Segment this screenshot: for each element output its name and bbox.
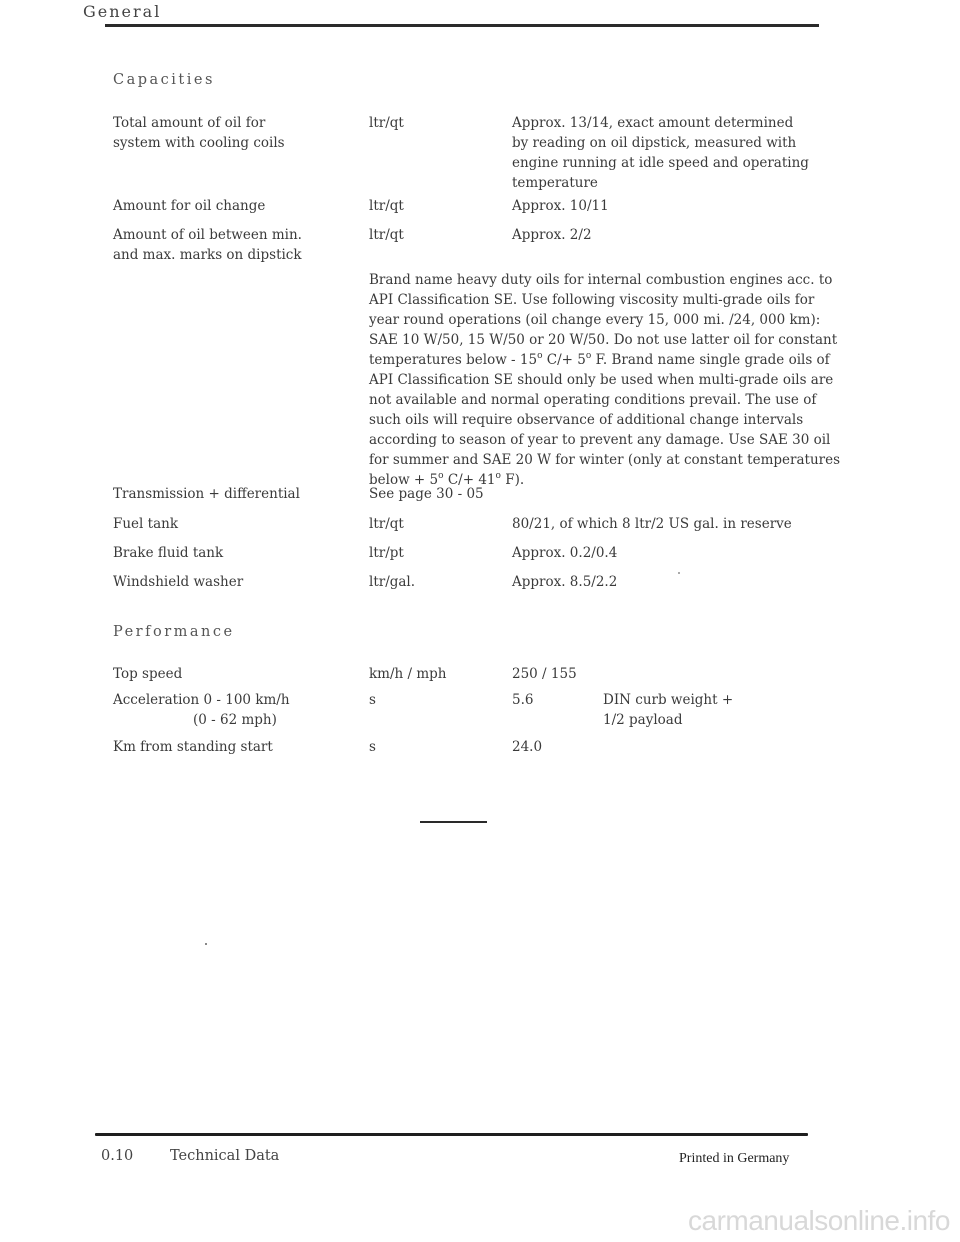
washer-unit: ltr/gal. <box>369 574 416 590</box>
km-standing-unit: s <box>369 739 376 755</box>
oil-change-value: Approx. 10/11 <box>512 198 609 214</box>
acceleration-note-line: DIN curb weight + <box>603 692 734 708</box>
acceleration-label-line: Acceleration 0 - 100 km/h <box>113 692 290 708</box>
total-oil-value-line: temperature <box>512 175 598 191</box>
total-oil-label <box>113 113 285 153</box>
total-oil-value <box>512 113 809 193</box>
total-oil-value-line: Approx. 13/14, exact amount determined <box>512 115 794 131</box>
oil-note-text: F. Brand name single grade oils of API Classification SE should only be used when multi-grade oils are not available and normal operating conditions prevail. The use of such oils will require observance of additional change intervals according to season of year to prevent any damage. Use SAE 30 oil for summer and SAE 20 W for winter (only at constant temperatures below + 5 <box>369 352 841 488</box>
degree-symbol: o <box>585 351 592 361</box>
capacities-heading: Capacities <box>113 72 215 88</box>
acceleration-note <box>603 690 733 730</box>
fuel-tank-unit: ltr/qt <box>369 516 404 532</box>
acceleration-unit: s <box>369 692 376 708</box>
transmission-reference: See page 30 - 05 <box>369 486 484 502</box>
min-max-label <box>113 225 302 265</box>
oil-note-text: F). <box>500 472 525 488</box>
brake-fluid-value: Approx. 0.2/0.4 <box>512 545 618 561</box>
top-speed-label: Top speed <box>113 666 183 682</box>
total-oil-label-line: Total amount of oil for <box>113 115 266 131</box>
km-standing-value: 24.0 <box>512 739 543 755</box>
min-max-value: Approx. 2/2 <box>512 227 592 243</box>
watermark: carmanualsonline.info <box>688 1205 950 1236</box>
header-rule <box>105 24 819 27</box>
km-standing-label: Km from standing start <box>113 739 273 755</box>
oil-note-text: C/+ 5 <box>542 352 586 368</box>
oil-note-text: C/+ 41 <box>443 472 496 488</box>
scan-speck <box>205 943 207 945</box>
total-oil-value-line: engine running at idle speed and operating <box>512 155 809 171</box>
footer-rule <box>95 1133 808 1136</box>
fuel-tank-value: 80/21, of which 8 ltr/2 US gal. in reserve <box>512 516 792 532</box>
brake-fluid-unit: ltr/pt <box>369 545 404 561</box>
top-speed-value: 250 / 155 <box>512 666 577 682</box>
acceleration-label-line: (0 - 62 mph) <box>193 712 277 728</box>
top-speed-unit: km/h / mph <box>369 666 447 682</box>
page-header-title: General <box>83 2 162 21</box>
section-end-rule <box>420 821 487 823</box>
degree-symbol: o <box>537 351 543 361</box>
performance-heading: Performance <box>113 624 235 640</box>
total-oil-value-line: by reading on oil dipstick, measured with <box>512 135 797 151</box>
total-oil-unit: ltr/qt <box>369 115 404 131</box>
oil-specification-note <box>369 270 841 490</box>
acceleration-label <box>113 690 290 730</box>
min-max-label-line: Amount of oil between min. <box>113 227 302 243</box>
min-max-unit: ltr/qt <box>369 227 404 243</box>
footer-section-title: Technical Data <box>170 1148 280 1164</box>
fuel-tank-label: Fuel tank <box>113 516 179 532</box>
acceleration-value: 5.6 <box>512 692 534 708</box>
footer-printed: Printed in Germany <box>679 1151 790 1166</box>
washer-value: Approx. 8.5/2.2 <box>512 574 618 590</box>
oil-change-label: Amount for oil change <box>113 198 266 214</box>
scan-speck <box>678 572 680 574</box>
min-max-label-line: and max. marks on dipstick <box>113 247 302 263</box>
footer-page-number: 0.10 <box>101 1148 134 1164</box>
washer-label: Windshield washer <box>113 574 244 590</box>
acceleration-note-line: 1/2 payload <box>603 712 683 728</box>
transmission-label: Transmission + differential <box>113 486 300 502</box>
degree-symbol: o <box>438 471 444 481</box>
total-oil-label-line: system with cooling coils <box>113 135 285 151</box>
oil-note-text: Brand name heavy duty oils for internal combustion engines acc. to API Classification SE. Use following viscosity multi-grade oils for year round operations (oil change every 15, 000 mi. /24, 000 km): SAE 10 W/50, 15 W/50 or 20 W/50. Do not use latter oil for constant temperatures below - 15 <box>369 272 838 368</box>
brake-fluid-label: Brake fluid tank <box>113 545 224 561</box>
oil-change-unit: ltr/qt <box>369 198 404 214</box>
degree-symbol: o <box>495 471 501 481</box>
